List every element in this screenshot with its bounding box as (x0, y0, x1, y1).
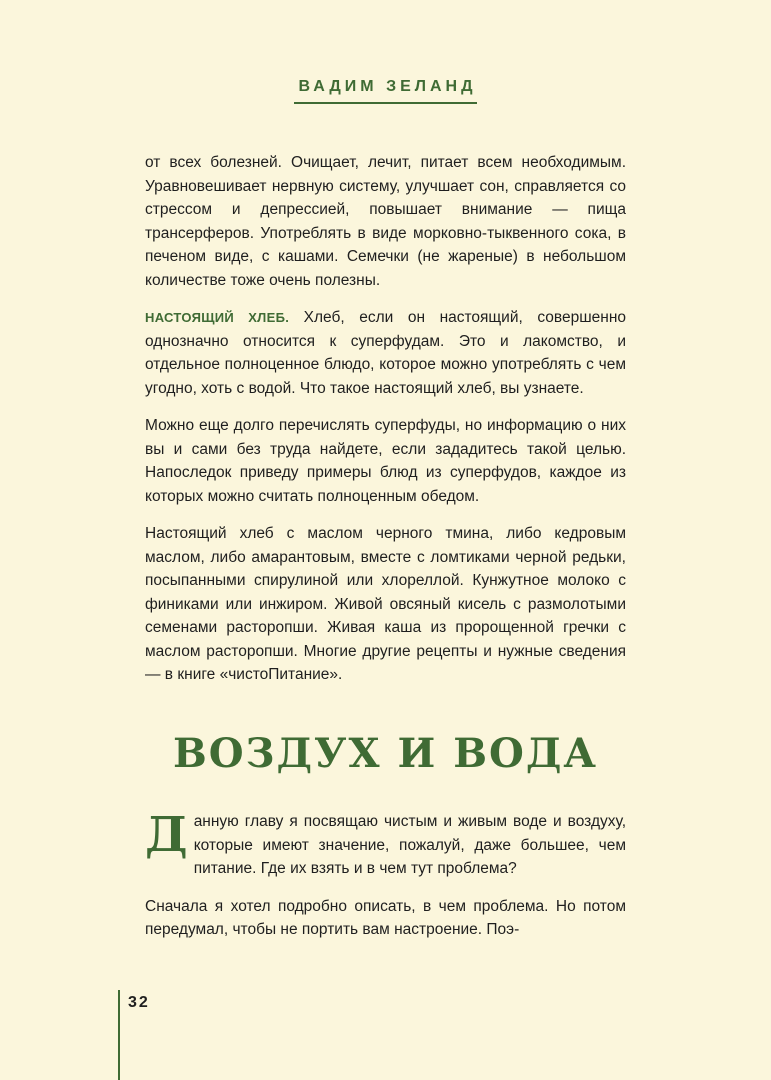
paragraph (145, 522, 626, 687)
paragraph-text: Хлеб, если он настоящий, совершенно однозначно относится к суперфудам. Это и лакомство, и отдельное полноценное блюдо, которое можно употреблять с чем угодно, хоть с водой. Что такое настоящий хлеб, вы узнаете. (145, 309, 626, 397)
paragraph-text: анную главу я посвящаю чистым и живым воде и воздуху, которые имеют значение, пожалуй, даже большее, чем питание. Где их взять и в чем тут проблема? (193, 813, 626, 877)
body-text-bottom (145, 807, 626, 956)
paragraph (145, 306, 626, 400)
running-header (0, 78, 771, 104)
author-name: ВАДИМ ЗЕЛАНД (294, 78, 476, 104)
paragraph (145, 807, 626, 881)
paragraph (145, 151, 626, 292)
section-title: ВОЗДУХ И ВОДА (172, 730, 598, 777)
page-number-rule (118, 990, 120, 1080)
term-heading: НАСТОЯЩИЙ ХЛЕБ. (145, 310, 290, 325)
paragraph-text: Настоящий хлеб с маслом черного тмина, либо кедровым маслом, либо амарантовым, вместе с ломтиками черной редьки, посыпанными спирулиной или хлореллой. Кунжутное молоко с финиками или инжиром. Живой овсяный кисель с размолотыми семенами расторопши. Живая каша из пророщенной гречки с маслом расторопши. Многие другие рецепты и нужные сведения — в книге «чистоПитание». (145, 525, 626, 683)
paragraph-text: от всех болезней. Очищает, лечит, питает всем необходимым. Уравновешивает нервную систему, улучшает сон, справляется со стрессом и депрессией, повышает внимание — пища трансерферов. Употреблять в виде морковно-тыквенного сока, в печеном виде, с кашами. Семечки (не жареные) в небольшом количестве тоже очень полезны. (145, 154, 626, 289)
drop-cap: Д (145, 807, 188, 863)
paragraph-text: Можно еще долго перечислять суперфуды, но информацию о них вы и сами без труда найдете, если зададитесь такой целью. Напоследок приведу примеры блюд из суперфудов, каждое из которых можно считать полноценным обедом. (145, 417, 626, 505)
page-number: 32 (128, 994, 150, 1011)
paragraph-text: Сначала я хотел подробно описать, в чем проблема. Но потом передумал, чтобы не портить вам настроение. Поэ- (145, 897, 626, 938)
paragraph (145, 414, 626, 508)
body-text-top (145, 151, 626, 701)
paragraph (145, 895, 626, 942)
